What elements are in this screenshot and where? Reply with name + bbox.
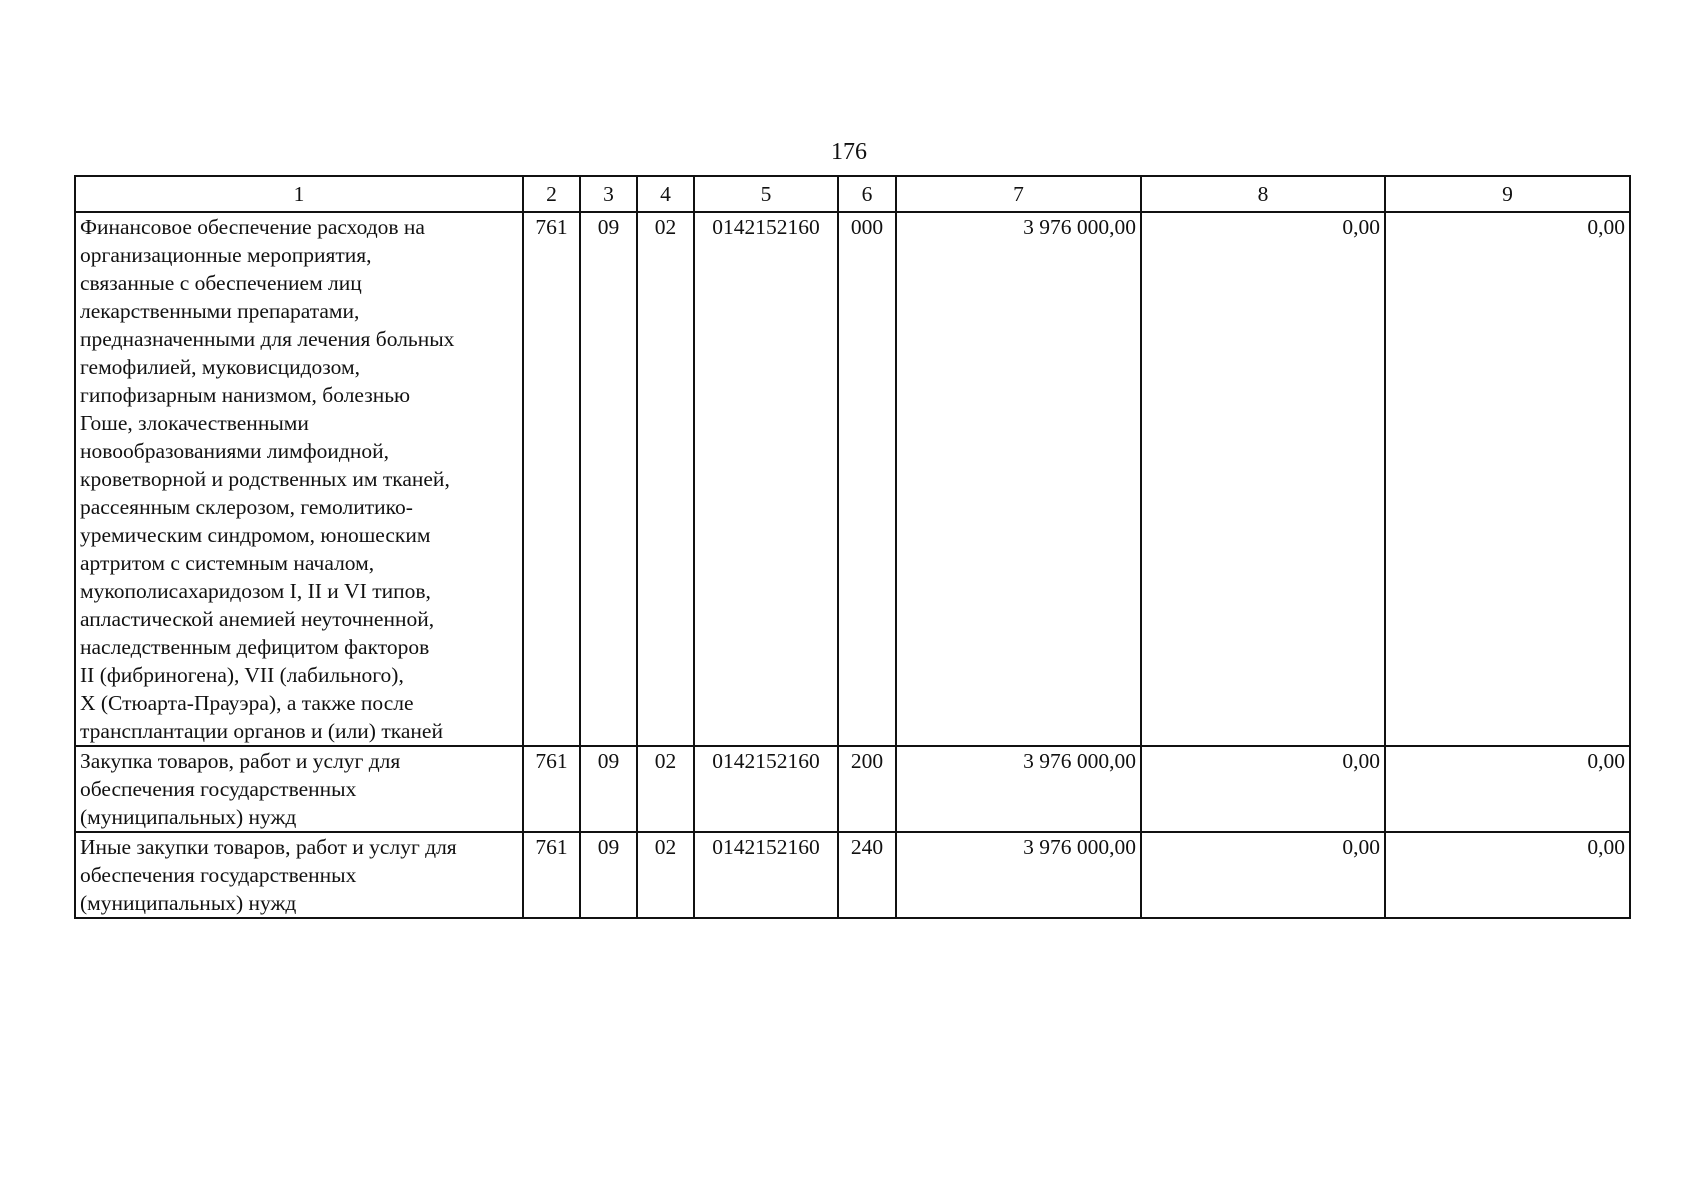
cell-subsection-code: 02 — [637, 212, 694, 746]
cell-ministry-code: 761 — [523, 746, 580, 832]
cell-amount-col9: 0,00 — [1385, 832, 1630, 918]
header-col-1: 1 — [75, 176, 523, 212]
header-row — [75, 176, 1630, 212]
cell-target-article: 0142152160 — [694, 832, 838, 918]
cell-subsection-code: 02 — [637, 832, 694, 918]
row-description-text: Финансовое обеспечение расходов на организационные мероприятия, связанные с обеспечением лиц лекарственными препаратами, предназначенными для лечения больных гемофилией, муковисцидозом, гипофизарным нанизмом, болезнью Гоше, злокачественными новообразованиями лимфоидной, кроветворной и родственных им тканей, рассеянным склерозом, гемолитико- уремическим синдромом, юношеским артритом с системным началом, мукополисахаридозом I, II и VI типов, апластической анемией неуточненной, наследственным дефицитом факторов II (фибриногена), VII (лабильного), X (Стюарта-Прауэра), а также после трансплантации органов и (или) тканей — [80, 215, 455, 743]
row-description-text: Иные закупки товаров, работ и услуг для обеспечения государственных (муниципальных) нужд — [80, 835, 457, 915]
cell-expense-type: 200 — [838, 746, 896, 832]
cell-amount-col9: 0,00 — [1385, 212, 1630, 746]
header-col-4: 4 — [637, 176, 694, 212]
header-col-2: 2 — [523, 176, 580, 212]
table-row — [75, 746, 1630, 832]
cell-amount-col8: 0,00 — [1141, 212, 1385, 746]
cell-amount-col7: 3 976 000,00 — [896, 746, 1141, 832]
cell-target-article: 0142152160 — [694, 746, 838, 832]
header-col-3: 3 — [580, 176, 637, 212]
row-description — [75, 746, 523, 832]
cell-ministry-code: 761 — [523, 212, 580, 746]
row-description-text: Закупка товаров, работ и услуг для обеспечения государственных (муниципальных) нужд — [80, 749, 401, 829]
cell-amount-col9: 0,00 — [1385, 746, 1630, 832]
cell-expense-type: 240 — [838, 832, 896, 918]
cell-amount-col7: 3 976 000,00 — [896, 832, 1141, 918]
row-description — [75, 832, 523, 918]
cell-amount-col8: 0,00 — [1141, 832, 1385, 918]
cell-section-code: 09 — [580, 212, 637, 746]
cell-section-code: 09 — [580, 746, 637, 832]
cell-expense-type: 000 — [838, 212, 896, 746]
row-description — [75, 212, 523, 746]
cell-ministry-code: 761 — [523, 832, 580, 918]
cell-amount-col8: 0,00 — [1141, 746, 1385, 832]
cell-target-article: 0142152160 — [694, 212, 838, 746]
header-col-7: 7 — [896, 176, 1141, 212]
header-col-6: 6 — [838, 176, 896, 212]
cell-subsection-code: 02 — [637, 746, 694, 832]
page-number: 176 — [831, 139, 867, 165]
header-col-8: 8 — [1141, 176, 1385, 212]
header-col-5: 5 — [694, 176, 838, 212]
budget-table — [74, 175, 1631, 919]
cell-section-code: 09 — [580, 832, 637, 918]
table-row — [75, 832, 1630, 918]
cell-amount-col7: 3 976 000,00 — [896, 212, 1141, 746]
table-row — [75, 212, 1630, 746]
header-col-9: 9 — [1385, 176, 1630, 212]
